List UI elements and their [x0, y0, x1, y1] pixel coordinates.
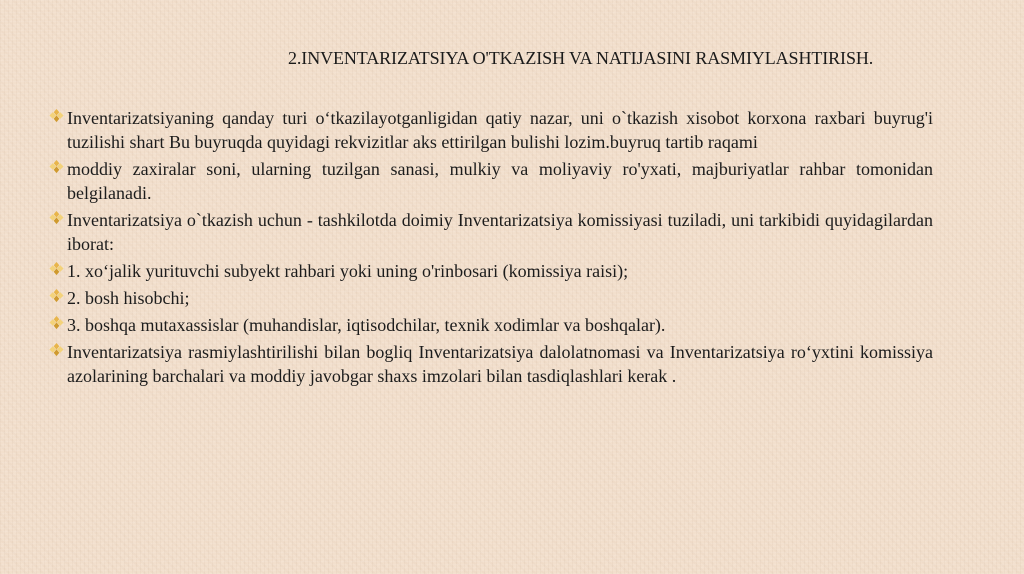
- list-item-text: Inventarizatsiya o`tkazish uchun - tashkilotda doimiy Inventarizatsiya komissiyasi tuziladi, uni tarkibidi quyidagilardan iborat:: [67, 210, 933, 254]
- list-item-text: Inventarizatsiya rasmiylashtirilishi bilan bogliq Inventarizatsiya dalolatnomasi va Inventarizatsiya ro‘yxtini komissiya azolarining barchalari va moddiy javobgar shaxs imzolari bilan tasdiqlashlari kerak .: [67, 342, 933, 386]
- diamond-bullet-icon: [49, 261, 64, 276]
- list-item-text: moddiy zaxiralar soni, ularning tuzilgan sanasi, mulkiy va moliyaviy ro'yxati, majburiyatlar rahbar tomonidan belgilanadi.: [67, 159, 933, 203]
- list-item-text: 2. bosh hisobchi;: [67, 288, 190, 308]
- list-item-text: 3. boshqa mutaxassislar (muhandislar, iqtisodchilar, texnik xodimlar va boshqalar).: [67, 315, 666, 335]
- list-item-text: 1. xo‘jalik yurituvchi subyekt rahbari yoki uning o'rinbosari (komissiya raisi);: [67, 261, 629, 281]
- list-item-text: Inventarizatsiyaning qanday turi o‘tkazilayotganligidan qatiy nazar, uni o`tkazish xisobot korxona raxbari buyrug'i tuzilishi shart Bu buyruqda quyidagi rekvizitlar aks ettirilgan bulishi lozim.buyruq tartib raqami: [67, 108, 933, 152]
- diamond-bullet-icon: [49, 159, 64, 174]
- list-item: [49, 313, 933, 337]
- list-item: [49, 157, 933, 205]
- list-item: [49, 259, 933, 283]
- diamond-bullet-icon: [49, 342, 64, 357]
- diamond-bullet-icon: [49, 210, 64, 225]
- diamond-bullet-icon: [49, 108, 64, 123]
- slide-title: 2.INVENTARIZATSIYA O'TKAZISH VA NATIJASINI RASMIYLASHTIRISH.: [288, 48, 874, 68]
- list-item: [49, 286, 933, 310]
- diamond-bullet-icon: [49, 288, 64, 303]
- diamond-bullet-icon: [49, 315, 64, 330]
- list-item: [49, 340, 933, 388]
- bullet-list: [49, 106, 933, 391]
- list-item: [49, 208, 933, 256]
- list-item: [49, 106, 933, 154]
